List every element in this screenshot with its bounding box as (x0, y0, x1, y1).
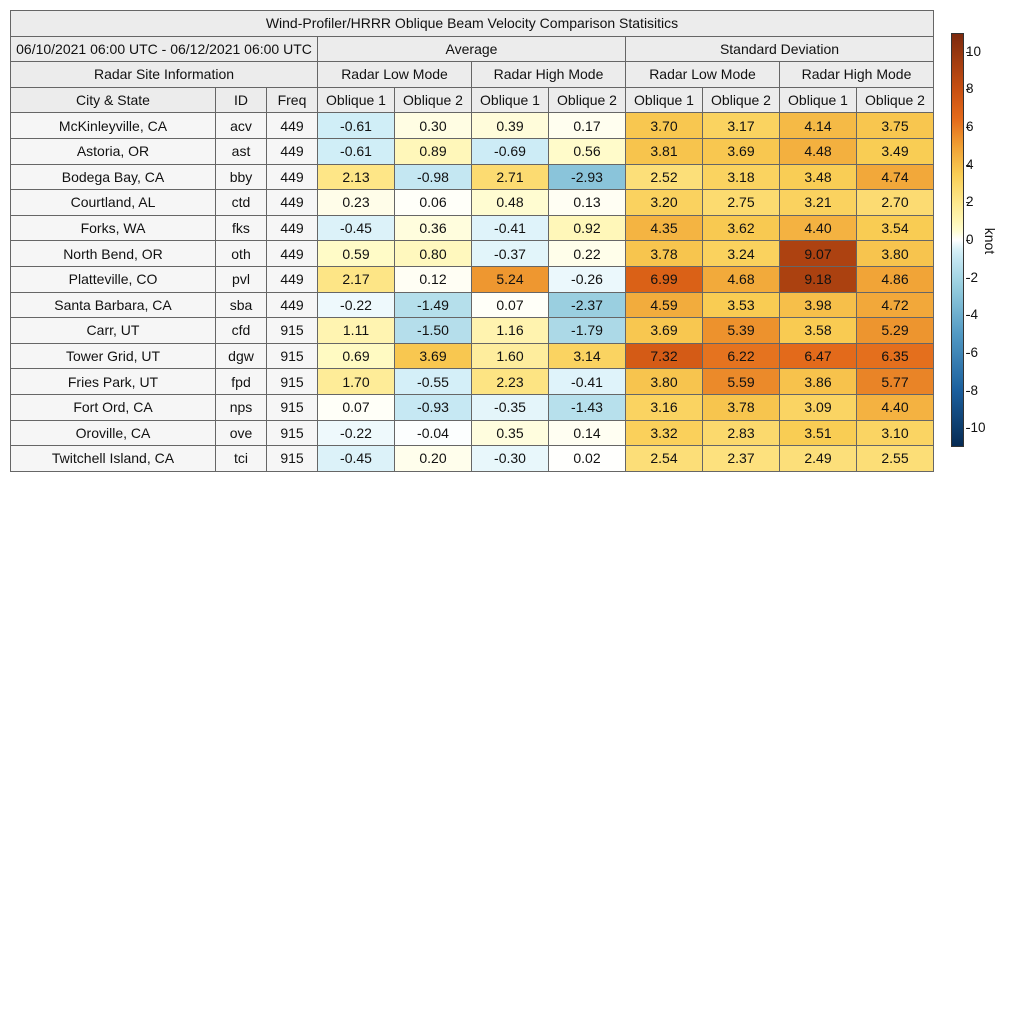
site-id: fks (216, 215, 267, 241)
value-cell: 0.07 (318, 394, 395, 420)
table-row (11, 215, 934, 241)
value-cell: 9.07 (780, 241, 857, 267)
value-cell: -2.37 (549, 292, 626, 318)
colorbar-tick-label: 2 (966, 194, 974, 209)
value-cell: -1.50 (395, 318, 472, 344)
value-cell: 4.35 (626, 215, 703, 241)
site-city: Twitchell Island, CA (11, 446, 216, 472)
value-cell: 3.10 (857, 420, 934, 446)
site-city: Courtland, AL (11, 190, 216, 216)
column-header: Oblique 1 (780, 87, 857, 113)
value-cell: -0.69 (472, 138, 549, 164)
value-cell: 3.81 (626, 138, 703, 164)
column-header: Oblique 1 (318, 87, 395, 113)
colorbar (951, 33, 964, 447)
value-cell: -2.93 (549, 164, 626, 190)
value-cell: 3.86 (780, 369, 857, 395)
value-cell: 2.55 (857, 446, 934, 472)
table-row (11, 292, 934, 318)
value-cell: 3.69 (626, 318, 703, 344)
site-id: ove (216, 420, 267, 446)
value-cell: 3.98 (780, 292, 857, 318)
info-header: Radar Site Information (11, 62, 318, 88)
value-cell: 2.75 (703, 190, 780, 216)
site-id: sba (216, 292, 267, 318)
site-id: ctd (216, 190, 267, 216)
value-cell: 3.17 (703, 113, 780, 139)
column-header: Oblique 2 (395, 87, 472, 113)
value-cell: 4.68 (703, 266, 780, 292)
value-cell: 1.11 (318, 318, 395, 344)
value-cell: 2.83 (703, 420, 780, 446)
colorbar-tick-label: 8 (966, 81, 974, 96)
value-cell: 3.69 (395, 343, 472, 369)
value-cell: 5.59 (703, 369, 780, 395)
site-id: ast (216, 138, 267, 164)
value-cell: 6.99 (626, 266, 703, 292)
colorbar-tick-label: -4 (966, 307, 979, 322)
site-city: Tower Grid, UT (11, 343, 216, 369)
table-row (11, 164, 934, 190)
value-cell: 2.54 (626, 446, 703, 472)
value-cell: 0.35 (472, 420, 549, 446)
site-freq: 915 (267, 394, 318, 420)
site-id: tci (216, 446, 267, 472)
colorbar-tick-label: -6 (966, 345, 979, 360)
value-cell: -0.37 (472, 241, 549, 267)
value-cell: 3.51 (780, 420, 857, 446)
value-cell: -0.41 (549, 369, 626, 395)
value-cell: 3.53 (703, 292, 780, 318)
value-cell: 2.52 (626, 164, 703, 190)
mode-header: Radar Low Mode (626, 62, 780, 88)
site-freq: 449 (267, 292, 318, 318)
column-header: Oblique 1 (626, 87, 703, 113)
value-cell: 0.12 (395, 266, 472, 292)
table-row (11, 318, 934, 344)
value-cell: 5.24 (472, 266, 549, 292)
value-cell: 4.59 (626, 292, 703, 318)
value-cell: 0.48 (472, 190, 549, 216)
value-cell: -0.55 (395, 369, 472, 395)
value-cell: 0.20 (395, 446, 472, 472)
value-cell: 3.20 (626, 190, 703, 216)
value-cell: 3.80 (626, 369, 703, 395)
value-cell: 4.86 (857, 266, 934, 292)
column-header: City & State (11, 87, 216, 113)
value-cell: 1.70 (318, 369, 395, 395)
colorbar-tick-label: 6 (966, 119, 974, 134)
value-cell: 5.39 (703, 318, 780, 344)
value-cell: 3.18 (703, 164, 780, 190)
value-cell: 0.14 (549, 420, 626, 446)
period-label: 06/10/2021 06:00 UTC - 06/12/2021 06:00 UTC (11, 36, 318, 62)
site-freq: 449 (267, 241, 318, 267)
site-freq: 915 (267, 318, 318, 344)
value-cell: 6.22 (703, 343, 780, 369)
value-cell: 3.78 (703, 394, 780, 420)
table-title: Wind-Profiler/HRRR Oblique Beam Velocity Comparison Statisitics (11, 11, 934, 37)
site-city: Platteville, CO (11, 266, 216, 292)
site-freq: 915 (267, 446, 318, 472)
colorbar-tick-label: 0 (966, 232, 974, 247)
value-cell: 0.59 (318, 241, 395, 267)
site-id: fpd (216, 369, 267, 395)
value-cell: -0.26 (549, 266, 626, 292)
value-cell: 5.77 (857, 369, 934, 395)
value-cell: 4.74 (857, 164, 934, 190)
site-city: Astoria, OR (11, 138, 216, 164)
column-header: Oblique 2 (549, 87, 626, 113)
column-header: Oblique 2 (703, 87, 780, 113)
value-cell: 0.56 (549, 138, 626, 164)
value-cell: 4.14 (780, 113, 857, 139)
value-cell: -1.43 (549, 394, 626, 420)
site-city: North Bend, OR (11, 241, 216, 267)
value-cell: 2.23 (472, 369, 549, 395)
value-cell: 4.72 (857, 292, 934, 318)
value-cell: 0.89 (395, 138, 472, 164)
colorbar-tick-label: 10 (966, 44, 982, 59)
colorbar-tick-label: -8 (966, 383, 979, 398)
value-cell: 2.71 (472, 164, 549, 190)
value-cell: -0.45 (318, 446, 395, 472)
value-cell: 1.60 (472, 343, 549, 369)
value-cell: 3.09 (780, 394, 857, 420)
value-cell: -0.35 (472, 394, 549, 420)
value-cell: 5.29 (857, 318, 934, 344)
value-cell: 9.18 (780, 266, 857, 292)
mode-header: Radar High Mode (472, 62, 626, 88)
column-header: Oblique 1 (472, 87, 549, 113)
value-cell: 3.16 (626, 394, 703, 420)
value-cell: 3.80 (857, 241, 934, 267)
value-cell: -0.93 (395, 394, 472, 420)
table-row (11, 266, 934, 292)
site-city: McKinleyville, CA (11, 113, 216, 139)
value-cell: 2.17 (318, 266, 395, 292)
site-id: pvl (216, 266, 267, 292)
stats-table (10, 10, 934, 472)
value-cell: 6.35 (857, 343, 934, 369)
colorbar-tick-label: -10 (966, 420, 986, 435)
value-cell: -0.30 (472, 446, 549, 472)
site-freq: 449 (267, 138, 318, 164)
site-city: Santa Barbara, CA (11, 292, 216, 318)
value-cell: 0.92 (549, 215, 626, 241)
value-cell: 1.16 (472, 318, 549, 344)
colorbar-unit-label: knot (982, 227, 998, 255)
value-cell: 4.40 (780, 215, 857, 241)
value-cell: -1.79 (549, 318, 626, 344)
site-city: Forks, WA (11, 215, 216, 241)
site-freq: 449 (267, 113, 318, 139)
site-id: dgw (216, 343, 267, 369)
site-freq: 915 (267, 420, 318, 446)
value-cell: -0.98 (395, 164, 472, 190)
site-freq: 449 (267, 164, 318, 190)
site-city: Bodega Bay, CA (11, 164, 216, 190)
colorbar-tick-label: -2 (966, 270, 979, 285)
value-cell: 3.32 (626, 420, 703, 446)
value-cell: 0.69 (318, 343, 395, 369)
site-city: Carr, UT (11, 318, 216, 344)
value-cell: 3.58 (780, 318, 857, 344)
value-cell: -0.22 (318, 420, 395, 446)
site-freq: 449 (267, 190, 318, 216)
site-city: Fort Ord, CA (11, 394, 216, 420)
value-cell: -1.49 (395, 292, 472, 318)
value-cell: 6.47 (780, 343, 857, 369)
value-cell: -0.22 (318, 292, 395, 318)
value-cell: 0.30 (395, 113, 472, 139)
site-city: Oroville, CA (11, 420, 216, 446)
site-freq: 449 (267, 215, 318, 241)
table-row (11, 343, 934, 369)
site-freq: 915 (267, 369, 318, 395)
site-id: cfd (216, 318, 267, 344)
value-cell: -0.04 (395, 420, 472, 446)
group-header-std: Standard Deviation (626, 36, 934, 62)
value-cell: 3.24 (703, 241, 780, 267)
value-cell: 3.78 (626, 241, 703, 267)
value-cell: 3.48 (780, 164, 857, 190)
value-cell: 0.02 (549, 446, 626, 472)
value-cell: 7.32 (626, 343, 703, 369)
site-freq: 449 (267, 266, 318, 292)
value-cell: -0.61 (318, 113, 395, 139)
value-cell: 0.36 (395, 215, 472, 241)
value-cell: 0.07 (472, 292, 549, 318)
value-cell: 0.22 (549, 241, 626, 267)
value-cell: -0.45 (318, 215, 395, 241)
site-id: oth (216, 241, 267, 267)
column-header: Oblique 2 (857, 87, 934, 113)
table-row (11, 241, 934, 267)
value-cell: 2.37 (703, 446, 780, 472)
mode-header: Radar Low Mode (318, 62, 472, 88)
value-cell: 0.17 (549, 113, 626, 139)
value-cell: 3.54 (857, 215, 934, 241)
value-cell: 4.40 (857, 394, 934, 420)
table-row (11, 190, 934, 216)
value-cell: 2.49 (780, 446, 857, 472)
value-cell: 3.49 (857, 138, 934, 164)
value-cell: 2.70 (857, 190, 934, 216)
site-freq: 915 (267, 343, 318, 369)
site-id: bby (216, 164, 267, 190)
value-cell: 0.13 (549, 190, 626, 216)
value-cell: 2.13 (318, 164, 395, 190)
site-id: acv (216, 113, 267, 139)
value-cell: 0.80 (395, 241, 472, 267)
table-row (11, 420, 934, 446)
table-row (11, 138, 934, 164)
table-row (11, 369, 934, 395)
value-cell: 0.39 (472, 113, 549, 139)
value-cell: 4.48 (780, 138, 857, 164)
value-cell: 3.62 (703, 215, 780, 241)
table-row (11, 113, 934, 139)
value-cell: 3.75 (857, 113, 934, 139)
table-row (11, 394, 934, 420)
value-cell: 3.14 (549, 343, 626, 369)
value-cell: -0.41 (472, 215, 549, 241)
group-header-average: Average (318, 36, 626, 62)
value-cell: 3.21 (780, 190, 857, 216)
table-row (11, 446, 934, 472)
mode-header: Radar High Mode (780, 62, 934, 88)
value-cell: -0.61 (318, 138, 395, 164)
site-id: nps (216, 394, 267, 420)
site-city: Fries Park, UT (11, 369, 216, 395)
value-cell: 3.70 (626, 113, 703, 139)
value-cell: 0.23 (318, 190, 395, 216)
value-cell: 0.06 (395, 190, 472, 216)
value-cell: 3.69 (703, 138, 780, 164)
colorbar-tick-label: 4 (966, 157, 974, 172)
column-header: Freq (267, 87, 318, 113)
column-header: ID (216, 87, 267, 113)
